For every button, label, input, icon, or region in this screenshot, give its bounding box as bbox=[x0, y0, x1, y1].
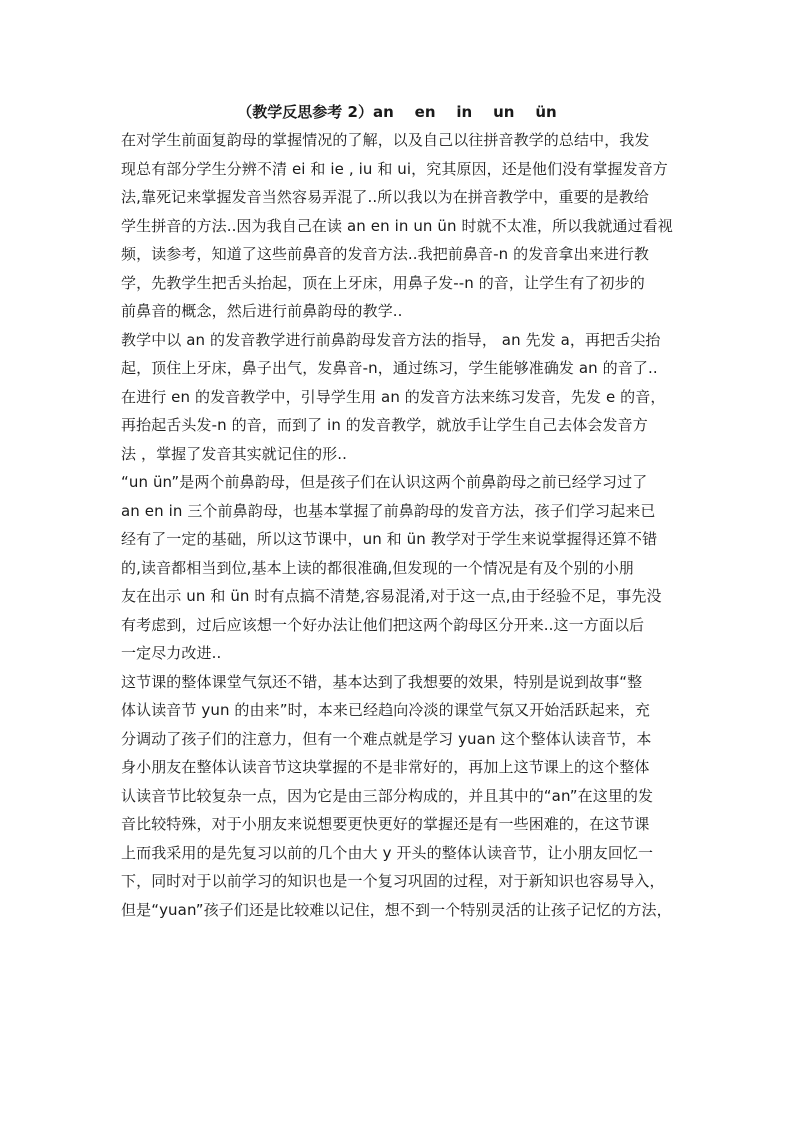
text-line: 学生拼音的方法..因为我自己在读 an en in un ün 时就不太准，所以我就通过看视 bbox=[121, 216, 673, 235]
text-line: 在进行 en 的发音教学中，引导学生用 an 的发音方法来练习发音，先发 e 的音， bbox=[121, 387, 666, 406]
text-line: 的,读音都相当到位,基本上读的都很准确,但发现的一个情况是有及个别的小朋 bbox=[121, 558, 634, 577]
text-line: 这节课的整体课堂气氛还不错，基本达到了我想要的效果，特别是说到故事“整 bbox=[121, 672, 643, 691]
document-title: （教学反思参考 2）an en in un ün bbox=[237, 103, 557, 121]
text-line: 下，同时对于以前学习的知识也是一个复习巩固的过程，对于新知识也容易导入， bbox=[121, 872, 665, 890]
text-line: 上而我采用的是先复习以前的几个由大 y 开头的整体认读音节，让小朋友回忆一 bbox=[121, 843, 654, 862]
text-line: 现总有部分学生分辨不清 ei 和 ie , iu 和 ui，究其原因，还是他们没有掌握发音方 bbox=[121, 159, 668, 178]
text-line: 起，顶住上牙床，鼻子出气，发鼻音-n，通过练习，学生能够准确发 an 的音了.. bbox=[121, 359, 658, 377]
text-line: 有考虑到，过后应该想一个好办法让他们把这两个韵母区分开来..这一方面以后 bbox=[121, 615, 645, 634]
text-line: 前鼻音的概念，然后进行前鼻韵母的教学.. bbox=[121, 302, 403, 320]
text-line: an en in 三个前鼻韵母，也基本掌握了前鼻韵母的发音方法，孩子们学习起来已 bbox=[121, 501, 656, 520]
text-line: 在对学生前面复韵母的掌握情况的了解，以及自己以往拼音教学的总结中，我发 bbox=[121, 131, 650, 149]
text-line: 一定尽力改进.. bbox=[121, 644, 222, 662]
document-body bbox=[121, 126, 677, 924]
text-line: 法,靠死记来掌握发音当然容易弄混了..所以我以为在拼音教学中，重要的是教给 bbox=[121, 188, 650, 206]
text-line: 教学中以 an 的发音教学进行前鼻韵母发音方法的指导， an 先发 a，再把舌尖抬 bbox=[121, 330, 661, 349]
text-line: 身小朋友在整体认读音节这块掌握的不是非常好的，再加上这节课上的这个整体 bbox=[121, 758, 650, 776]
text-line: 但是“yuan”孩子们还是比较难以记住，想不到一个特别灵活的让孩子记忆的方法， bbox=[121, 900, 672, 919]
text-line: 分调动了孩子们的注意力，但有一个难点就是学习 yuan 这个整体认读音节，本 bbox=[121, 729, 652, 748]
text-line: 友在出示 un 和 ün 时有点搞不清楚,容易混淆,对于这一点,由于经验不足，事先没 bbox=[121, 587, 662, 605]
text-line: 体认读音节 yun 的由来”时，本来已经趋向冷淡的课堂气氛又开始活跃起来，充 bbox=[121, 701, 651, 719]
text-line: 经有了一定的基础，所以这节课中，un 和 ün 教学对于学生来说掌握得还算不错 bbox=[121, 530, 658, 548]
text-line: 音比较特殊，对于小朋友来说想要更快更好的掌握还是有一些困难的，在这节课 bbox=[121, 815, 650, 833]
text-line: 再抬起舌头发-n 的音，而到了 in 的发音教学，就放手让学生自己去体会发音方 bbox=[121, 416, 648, 434]
text-line: 学，先教学生把舌头抬起，顶在上牙床，用鼻子发--n 的音，让学生有了初步的 bbox=[121, 273, 645, 292]
text-line: 频，读参考，知道了这些前鼻音的发音方法..我把前鼻音-n 的发音拿出来进行教 bbox=[121, 245, 650, 263]
text-line: 法 ，掌握了发音其实就记住的形.. bbox=[121, 444, 348, 463]
text-line: 认读音节比较复杂一点，因为它是由三部分构成的，并且其中的“an”在这里的发 bbox=[121, 786, 654, 805]
text-line: “un ün”是两个前鼻韵母，但是孩子们在认识这两个前鼻韵母之前已经学习过了 bbox=[121, 473, 648, 491]
